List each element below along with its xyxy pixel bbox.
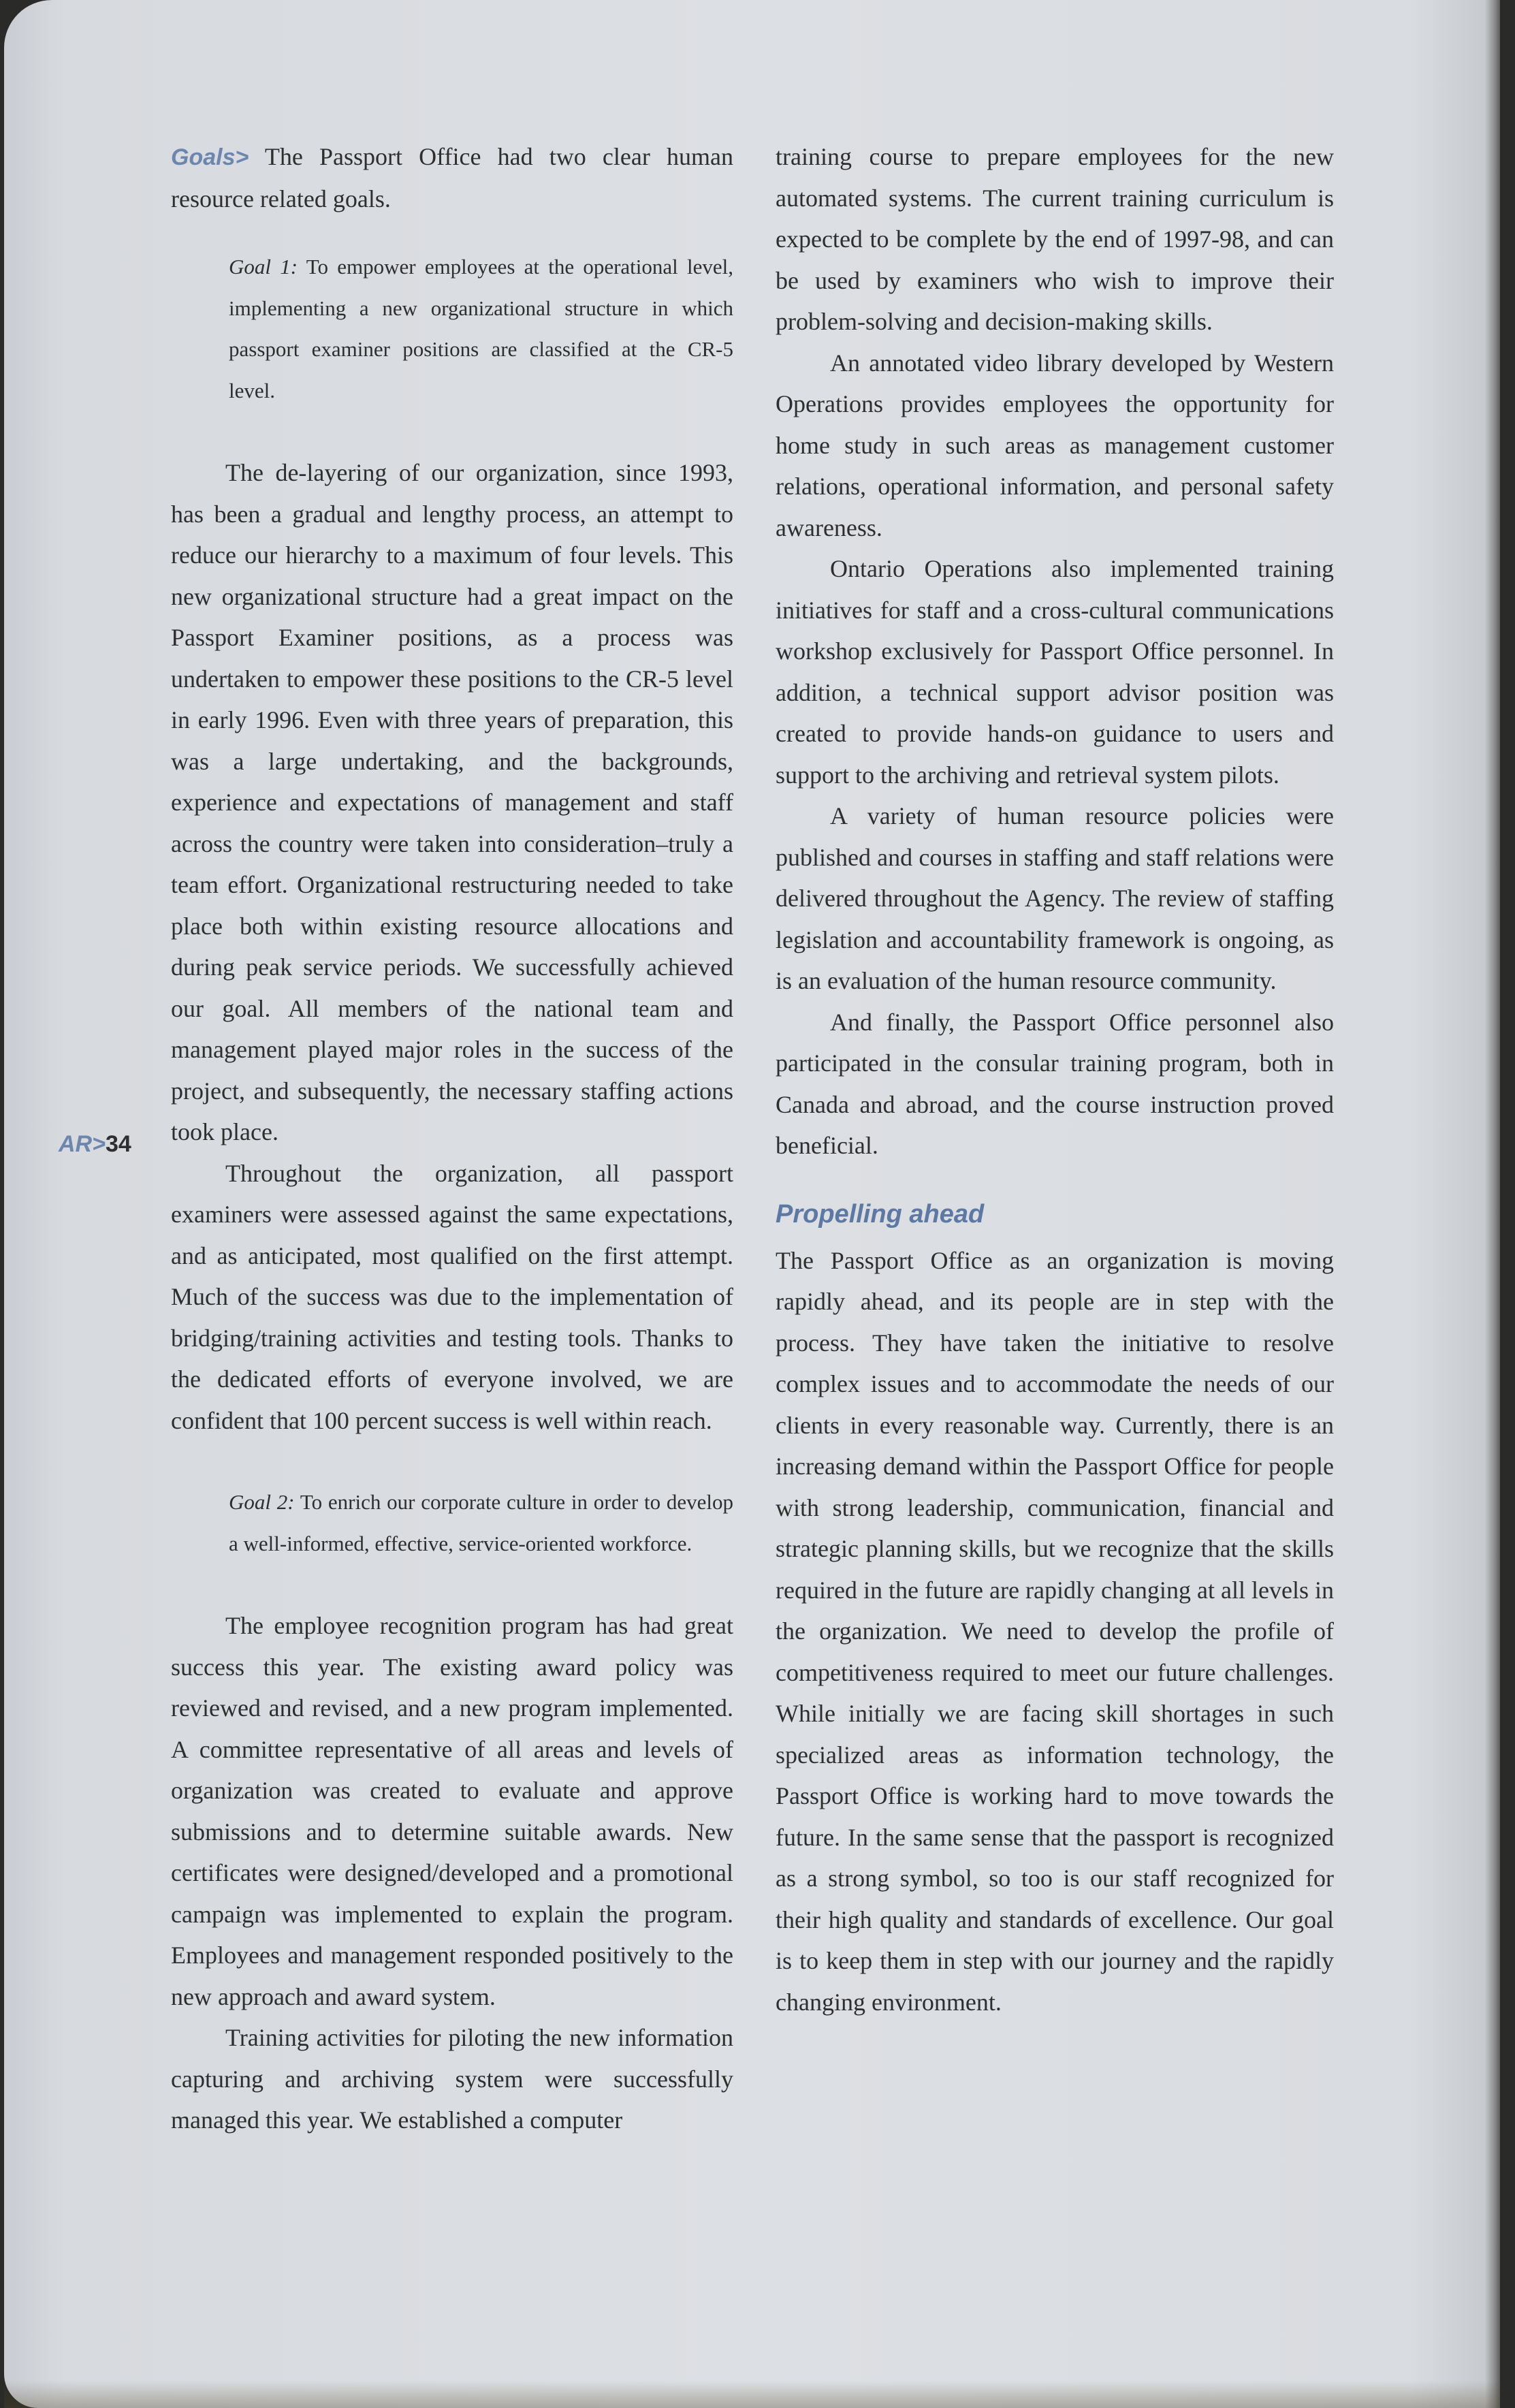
video-library-paragraph: An annotated video library developed by Western Operations provides employees the opportunity for home study in such areas as management customer relations, operational information, and personal safety awareness. bbox=[776, 349, 1334, 541]
right-column bbox=[776, 136, 1334, 2023]
folio-separator: > bbox=[92, 1131, 106, 1157]
goal-1 bbox=[229, 247, 733, 411]
page-bottom-shadow bbox=[4, 2381, 1500, 2408]
folio-prefix: AR bbox=[59, 1131, 93, 1157]
training-paragraph: Training activities for piloting the new information capturing and archiving system were successfully managed this year. We established a computer bbox=[171, 2024, 733, 2134]
recognition-paragraph: The employee recognition program has had great success this year. The existing award policy was reviewed and revised, and a new program implemented. A committee representative of all areas and levels of organization was created to evaluate and approve submissions and to determine suitable awards. New certificates were designed/developed and a promotional campaign was implemented to explain the program. Employees and management responded positively to the new approach and award system. bbox=[171, 1612, 733, 2010]
left-column bbox=[171, 136, 733, 2141]
section-heading: Propelling ahead bbox=[776, 1199, 985, 1229]
goals-kicker: Goals> bbox=[171, 144, 249, 170]
policies-paragraph: A variety of human resource policies were published and courses in staffing and staff relations were delivered throughout the Agency. The review of staffing legislation and accountability framework is ongoing, as is an evaluation of the human resource community. bbox=[776, 802, 1334, 994]
goals-intro-text: The Passport Office had two clear human resource related goals. bbox=[171, 143, 733, 212]
delayering-paragraph: The de-layering of our organization, since 1993, has been a gradual and lengthy process, an attempt to reduce our hierarchy to a maximum of four levels. This new organizational structure had a great impact on the Passport Examiner positions, as a process was undertaken to empower these positions to the CR-5 level in early 1996. Even with three years of preparation, this was a large undertaking, and the backgrounds, experience and expectations of management and staff across the country were taken into consideration–truly a team effort. Organizational restructuring needed to take place both within existing resource allocations and during peak service periods. We successfully achieved our goal. All members of the national team and management played major roles in the success of the project, and subsequently, the necessary staffing actions took place. bbox=[171, 459, 733, 1145]
ontario-paragraph: Ontario Operations also implemented training initiatives for staff and a cross-cultural communications workshop exclusively for Passport Office personnel. In addition, a technical support advisor position was created to provide hands-on guidance to users and support to the archiving and retrieval system pilots. bbox=[776, 555, 1334, 789]
folio-number: 34 bbox=[105, 1131, 131, 1157]
goal-1-text: To empower employees at the operational level, implementing a new organizational structure in which passport examiner positions are classified at the CR-5 level. bbox=[229, 255, 733, 402]
page-edge bbox=[1485, 0, 1500, 2408]
goal-2-label: Goal 2: bbox=[229, 1490, 295, 1514]
document-page bbox=[4, 0, 1500, 2408]
page-number bbox=[59, 1131, 131, 1158]
examiners-paragraph: Throughout the organization, all passport examiners were assessed against the same expectations, and as anticipated, most qualified on the first attempt. Much of the success was due to the implementation of bridging/training activities and testing tools. Thanks to the dedicated efforts of everyone involved, we are confident that 100 percent success is well within reach. bbox=[171, 1159, 733, 1434]
propelling-paragraph: The Passport Office as an organization is moving rapidly ahead, and its people are in step with the process. They have taken the initiative to resolve complex issues and to accommodate the needs of our clients in every reasonable way. Currently, there is an increasing demand within the Passport Office for people with strong leadership, communication, financial and strategic planning skills, but we recognize that the skills required in the future are rapidly changing at all levels in the organization. We need to develop the profile of competitiveness required to meet our future challenges. While initially we are facing skill shortages in such specialized areas as information technology, the Passport Office is working hard to move towards the future. In the same sense that the passport is recognized as a strong symbol, so too is our staff recognized for their high quality and standards of excellence. Our goal is to keep them in step with our journey and the rapidly changing environment. bbox=[776, 1246, 1334, 2016]
consular-paragraph: And finally, the Passport Office personnel also participated in the consular training program, both in Canada and abroad, and the course instruction proved beneficial. bbox=[776, 1008, 1334, 1159]
goal-2 bbox=[229, 1482, 733, 1564]
goal-1-label: Goal 1: bbox=[229, 255, 298, 279]
goals-intro-paragraph bbox=[171, 136, 733, 219]
training-continued-paragraph: training course to prepare employees for the new automated systems. The current training curriculum is expected to be complete by the end of 1997-98, and can be used by examiners who wish to improve their problem-solving and decision-making skills. bbox=[776, 143, 1334, 335]
goal-2-text: To enrich our corporate culture in order to develop a well-informed, effective, service-oriented workforce. bbox=[229, 1490, 733, 1555]
